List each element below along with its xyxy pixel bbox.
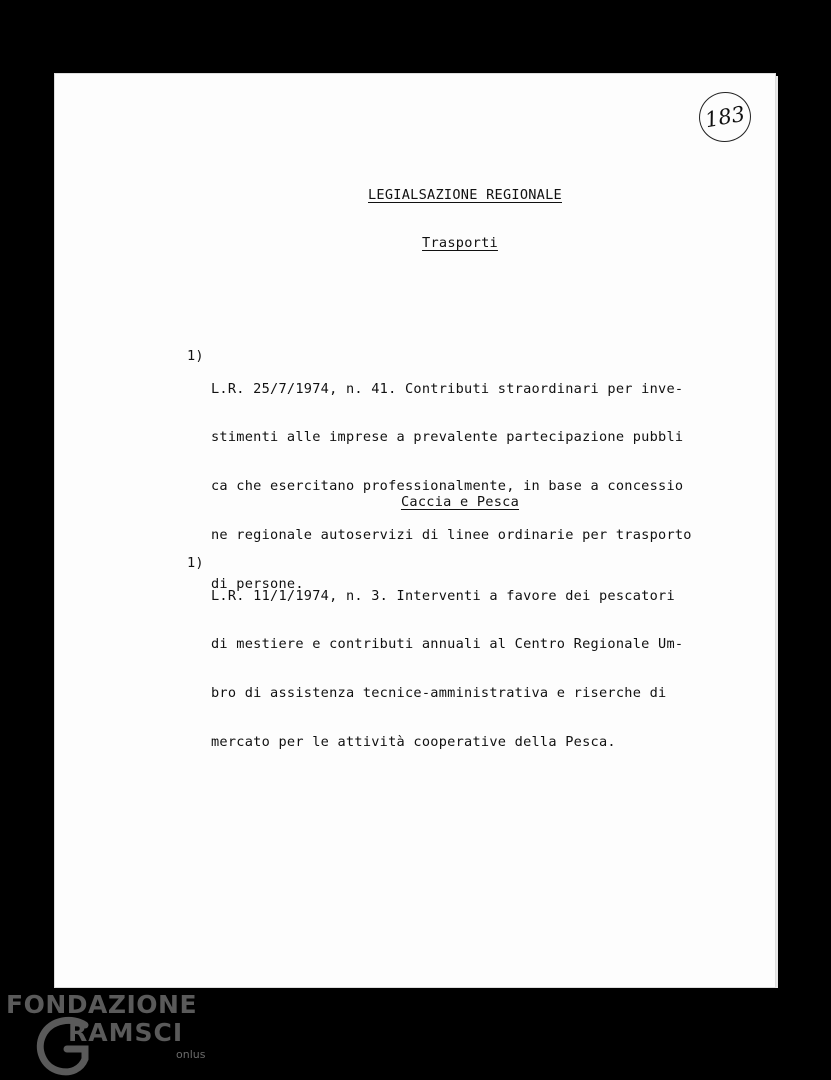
item-line: bro di assistenza tecnice-amministrativa e riserche di [211, 685, 667, 702]
page-number-stamp [695, 88, 755, 146]
item-line: ne regionale autoservizi di linee ordinarie per trasporto [211, 527, 692, 544]
fondazione-gramsci-logo [6, 988, 206, 1080]
logo-sub: onlus [176, 1048, 206, 1061]
item-line: stimenti alle imprese a prevalente partecipazione pubbli [211, 429, 684, 446]
section-heading-caccia-pesca: Caccia e Pesca [400, 494, 520, 510]
item-number: 1) [187, 555, 204, 571]
document-title: LEGIALSAZIONE REGIONALE [368, 187, 562, 203]
section-heading-trasporti: Trasporti [422, 235, 498, 251]
document-page [54, 73, 776, 988]
item-line: L.R. 11/1/1974, n. 3. Interventi a favore dei pescatori [211, 587, 675, 604]
item-line: di persone. [211, 576, 304, 593]
item-number: 1) [187, 348, 204, 364]
item-line: L.R. 25/7/1974, n. 41. Contributi straordinari per inve- [211, 380, 684, 397]
item-line: ca che esercitano professionalmente, in base a concessio [211, 478, 684, 495]
item-line: di mestiere e contributi annuali al Centro Regionale Um- [211, 636, 684, 653]
item-line: mercato per le attività cooperative della Pesca. [211, 734, 616, 751]
page-number-stamp-text: 183 [703, 101, 747, 133]
logo-line2: RAMSCI [68, 1018, 184, 1047]
item-text [211, 555, 683, 783]
logo-line1: FONDAZIONE [6, 990, 198, 1019]
